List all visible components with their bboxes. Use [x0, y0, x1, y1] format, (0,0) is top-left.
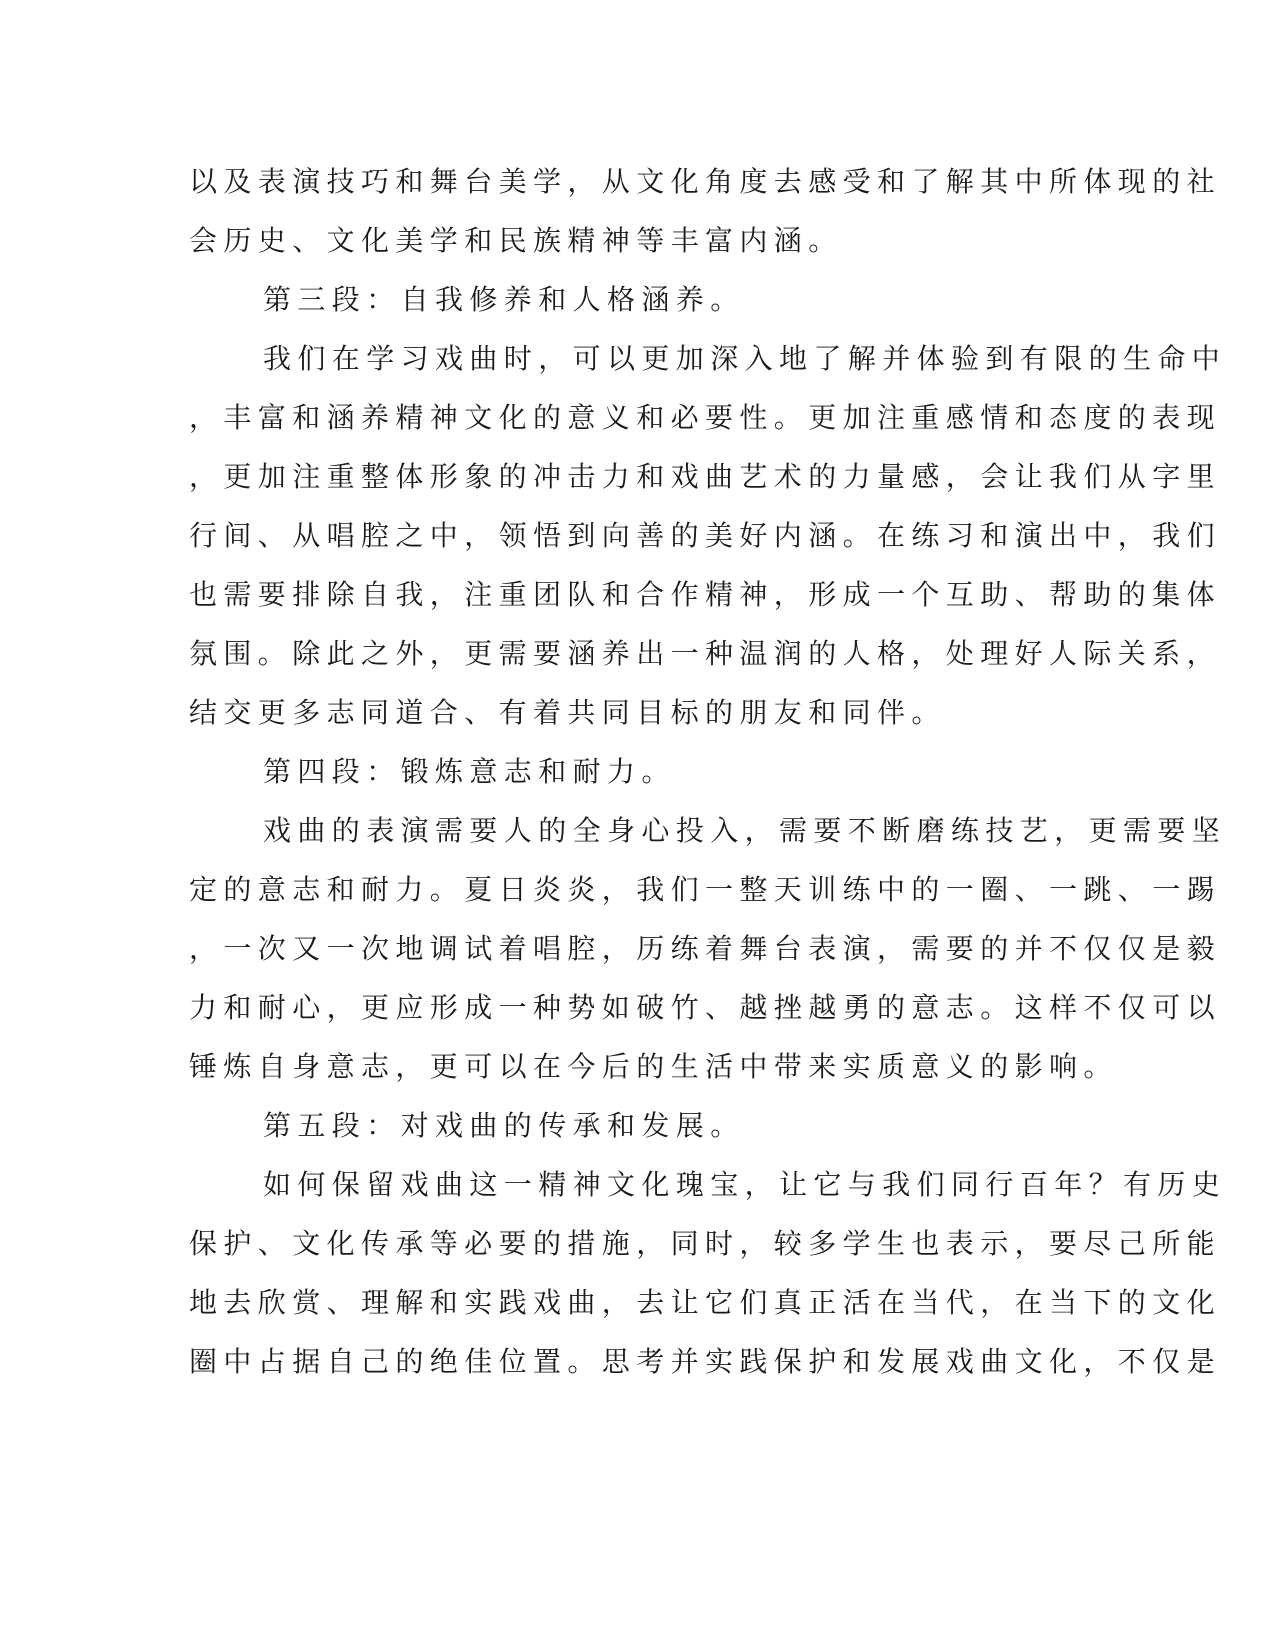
paragraph-line: 行间、从唱腔之中，领悟到向善的美好内涵。在练习和演出中，我们: [189, 519, 1222, 552]
paragraph-line: 力和耐心，更应形成一种势如破竹、越挫越勇的意志。这样不仅可以: [189, 991, 1222, 1024]
paragraph-line: 地去欣赏、理解和实践戏曲，去让它们真正活在当代，在当下的文化: [189, 1286, 1222, 1319]
section-heading-3: 第三段：自我修养和人格涵养。: [263, 283, 745, 316]
paragraph-line: 结交更多志同道合、有着共同目标的朋友和同伴。: [189, 696, 946, 729]
paragraph-line: ，丰富和涵养精神文化的意义和必要性。更加注重感情和态度的表现: [189, 401, 1222, 434]
section-heading-4: 第四段：锻炼意志和耐力。: [263, 755, 676, 788]
paragraph-line: 会历史、文化美学和民族精神等丰富内涵。: [189, 224, 843, 257]
paragraph-line: ，更加注重整体形象的冲击力和戏曲艺术的力量感，会让我们从字里: [189, 460, 1222, 493]
section-heading-5: 第五段：对戏曲的传承和发展。: [263, 1109, 745, 1142]
paragraph-line: 定的意志和耐力。夏日炎炎，我们一整天训练中的一圈、一跳、一踢: [189, 873, 1222, 906]
paragraph-line: 氛围。除此之外，更需要涵养出一种温润的人格，处理好人际关系，: [189, 637, 1222, 670]
paragraph-line: 也需要排除自我，注重团队和合作精神，形成一个互助、帮助的集体: [189, 578, 1222, 611]
paragraph-line: 戏曲的表演需要人的全身心投入，需要不断磨练技艺，更需要坚: [263, 814, 1227, 847]
paragraph-line: 锤炼自身意志，更可以在今后的生活中带来实质意义的影响。: [189, 1050, 1118, 1083]
paragraph-line: 圈中占据自己的绝佳位置。思考并实践保护和发展戏曲文化，不仅是: [189, 1345, 1222, 1378]
paragraph-line: ，一次又一次地调试着唱腔，历练着舞台表演，需要的并不仅仅是毅: [189, 932, 1222, 965]
paragraph-line: 以及表演技巧和舞台美学，从文化角度去感受和了解其中所体现的社: [189, 165, 1222, 198]
paragraph-line: 保护、文化传承等必要的措施，同时，较多学生也表示，要尽己所能: [189, 1227, 1222, 1260]
paragraph-line: 我们在学习戏曲时，可以更加深入地了解并体验到有限的生命中: [263, 342, 1227, 375]
paragraph-line: 如何保留戏曲这一精神文化瑰宝，让它与我们同行百年？有历史: [263, 1168, 1227, 1201]
